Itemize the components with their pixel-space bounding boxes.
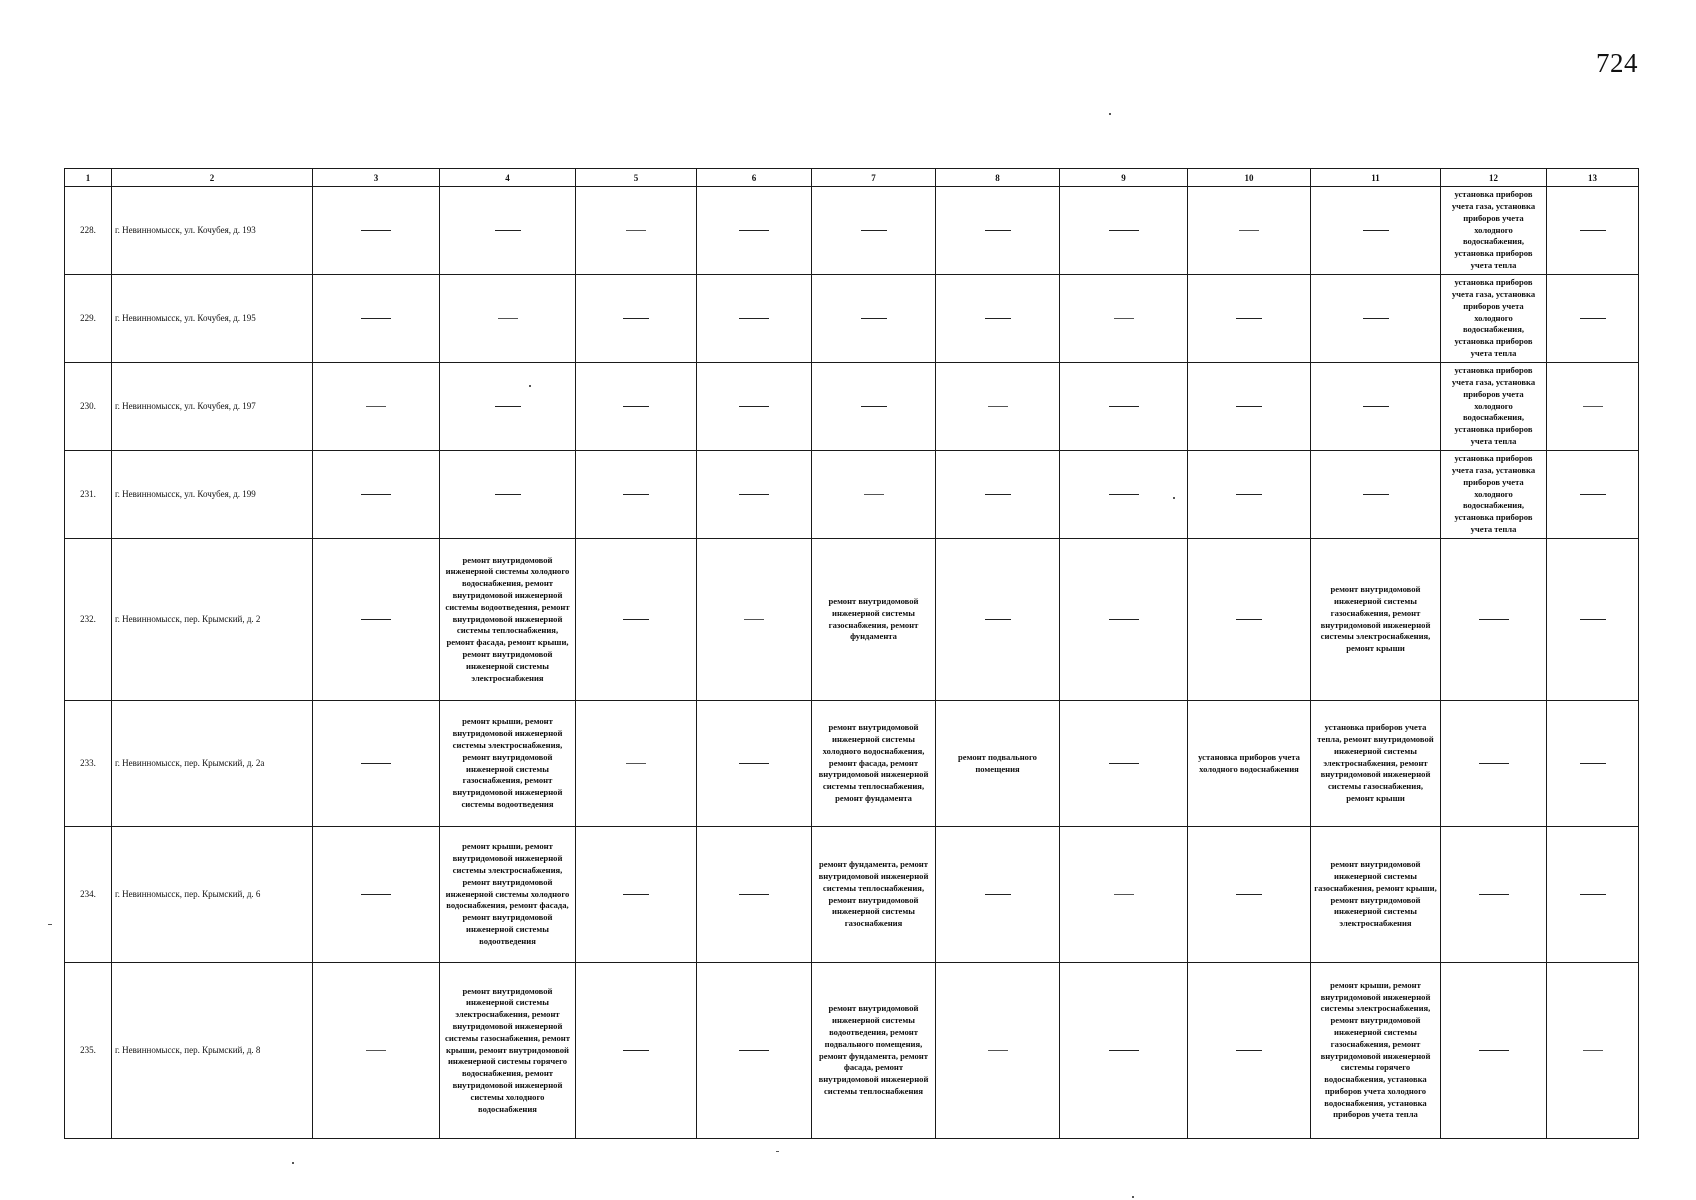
dash-mark xyxy=(1236,318,1262,319)
dash-mark xyxy=(985,494,1011,495)
work-description-cell xyxy=(440,701,576,827)
work-description-cell xyxy=(812,963,936,1139)
row-address: г. Невинномысск, пер. Крымский, д. 8 xyxy=(112,963,313,1139)
empty-cell xyxy=(936,827,1060,963)
empty-cell xyxy=(313,363,440,451)
empty-cell xyxy=(1188,187,1311,275)
dash-mark xyxy=(623,1050,649,1051)
dash-mark xyxy=(985,619,1011,620)
work-description-cell xyxy=(1441,451,1547,539)
empty-cell xyxy=(697,539,812,701)
empty-cell xyxy=(313,701,440,827)
column-header: 12 xyxy=(1441,169,1547,187)
empty-cell xyxy=(812,363,936,451)
dash-mark xyxy=(1479,1050,1509,1051)
dash-mark xyxy=(985,230,1011,231)
row-number: 233. xyxy=(65,701,112,827)
dash-mark xyxy=(623,619,649,620)
empty-cell xyxy=(697,187,812,275)
table-row xyxy=(65,451,1639,539)
dash-mark xyxy=(739,230,769,231)
empty-cell xyxy=(1188,963,1311,1139)
work-description: ремонт внутридомовой инженерной системы холодного водоснабжения, ремонт внутридомовой инженерной системы водоотведения, ремонт внутридомовой инженерной системы теплоснабжения, ремонт фасада, ремонт крыши, ремонт внутридомовой инженерной системы электроснабжения xyxy=(445,554,570,683)
work-description-cell xyxy=(1441,275,1547,363)
dash-mark xyxy=(988,406,1008,407)
dash-mark xyxy=(739,494,769,495)
empty-cell xyxy=(1060,539,1188,701)
empty-cell xyxy=(812,187,936,275)
empty-cell xyxy=(1547,451,1639,539)
row-address: г. Невинномысск, ул. Кочубея, д. 195 xyxy=(112,275,313,363)
dash-mark xyxy=(1580,318,1606,319)
work-description: установка приборов учета газа, установка приборов учета холодного водоснабжения, установка приборов учета тепла xyxy=(1451,453,1536,534)
column-header: 4 xyxy=(440,169,576,187)
column-header: 9 xyxy=(1060,169,1188,187)
column-header: 10 xyxy=(1188,169,1311,187)
row-address: г. Невинномысск, ул. Кочубея, д. 197 xyxy=(112,363,313,451)
empty-cell xyxy=(576,451,697,539)
column-header: 8 xyxy=(936,169,1060,187)
dash-mark xyxy=(1583,1050,1603,1051)
empty-cell xyxy=(936,451,1060,539)
empty-cell xyxy=(440,363,576,451)
dash-mark xyxy=(1479,619,1509,620)
column-header: 13 xyxy=(1547,169,1639,187)
dash-mark xyxy=(1580,494,1606,495)
dash-mark xyxy=(985,318,1011,319)
empty-cell xyxy=(1441,827,1547,963)
scan-speck xyxy=(1132,1196,1134,1198)
dash-mark xyxy=(361,894,391,895)
work-description-cell xyxy=(1441,187,1547,275)
empty-cell xyxy=(1188,275,1311,363)
empty-cell xyxy=(313,451,440,539)
dash-mark xyxy=(739,318,769,319)
empty-cell xyxy=(1311,275,1441,363)
table-row xyxy=(65,187,1639,275)
dash-mark xyxy=(495,230,521,231)
empty-cell xyxy=(1060,275,1188,363)
empty-cell xyxy=(1547,963,1639,1139)
empty-cell xyxy=(1441,701,1547,827)
work-description-cell xyxy=(1311,539,1441,701)
empty-cell xyxy=(1060,827,1188,963)
dash-mark xyxy=(1479,894,1509,895)
empty-cell xyxy=(576,963,697,1139)
dash-mark xyxy=(1583,406,1603,407)
row-address: г. Невинномысск, ул. Кочубея, д. 193 xyxy=(112,187,313,275)
work-description: ремонт крыши, ремонт внутридомовой инженерной системы электроснабжения, ремонт внутридомовой инженерной системы газоснабжения, ремонт внутридомовой инженерной системы водоотведения xyxy=(452,716,563,809)
dash-mark xyxy=(1363,406,1389,407)
dash-mark xyxy=(495,406,521,407)
dash-mark xyxy=(861,318,887,319)
work-description-cell xyxy=(440,539,576,701)
table-row xyxy=(65,963,1639,1139)
empty-cell xyxy=(697,701,812,827)
work-description-cell xyxy=(1311,701,1441,827)
work-description: ремонт крыши, ремонт внутридомовой инженерной системы электроснабжения, ремонт внутридомовой инженерной системы холодного водоснабжения, ремонт фасада, ремонт внутридомовой инженерной системы водоотведения xyxy=(445,841,570,946)
empty-cell xyxy=(576,827,697,963)
empty-cell xyxy=(440,275,576,363)
work-description: ремонт внутридомовой инженерной системы газоснабжения, ремонт крыши, ремонт внутридомовой инженерной системы электроснабжения xyxy=(1314,859,1437,929)
empty-cell xyxy=(313,539,440,701)
work-description: установка приборов учета тепла, ремонт внутридомовой инженерной системы электроснабжения, ремонт внутридомовой инженерной системы газоснабжения, ремонт крыши xyxy=(1317,722,1434,803)
dash-mark xyxy=(864,494,884,495)
dash-mark xyxy=(1580,894,1606,895)
empty-cell xyxy=(440,187,576,275)
dash-mark xyxy=(1239,230,1259,231)
table-row xyxy=(65,539,1639,701)
scan-speck xyxy=(48,924,52,925)
dash-mark xyxy=(1363,494,1389,495)
row-number: 232. xyxy=(65,539,112,701)
empty-cell xyxy=(1547,539,1639,701)
empty-cell xyxy=(1060,963,1188,1139)
empty-cell xyxy=(1060,701,1188,827)
work-description: ремонт внутридомовой инженерной системы газоснабжения, ремонт фундамента xyxy=(828,595,919,642)
work-description: установка приборов учета газа, установка приборов учета холодного водоснабжения, установка приборов учета тепла xyxy=(1451,189,1536,270)
dash-mark xyxy=(1363,230,1389,231)
work-description: установка приборов учета газа, установка приборов учета холодного водоснабжения, установка приборов учета тепла xyxy=(1451,365,1536,446)
empty-cell xyxy=(1311,451,1441,539)
empty-cell xyxy=(1547,275,1639,363)
dash-mark xyxy=(1114,894,1134,895)
empty-cell xyxy=(576,701,697,827)
dash-mark xyxy=(626,763,646,764)
dash-mark xyxy=(861,230,887,231)
row-address: г. Невинномысск, ул. Кочубея, д. 199 xyxy=(112,451,313,539)
empty-cell xyxy=(697,451,812,539)
empty-cell xyxy=(1547,363,1639,451)
empty-cell xyxy=(1188,363,1311,451)
dash-mark xyxy=(1236,619,1262,620)
empty-cell xyxy=(576,187,697,275)
empty-cell xyxy=(313,827,440,963)
dash-mark xyxy=(1109,763,1139,764)
dash-mark xyxy=(623,894,649,895)
empty-cell xyxy=(812,275,936,363)
empty-cell xyxy=(1547,827,1639,963)
empty-cell xyxy=(1188,539,1311,701)
work-description-cell xyxy=(440,963,576,1139)
dash-mark xyxy=(495,494,521,495)
empty-cell xyxy=(1188,827,1311,963)
dash-mark xyxy=(1114,318,1134,319)
work-description: ремонт внутридомовой инженерной системы газоснабжения, ремонт внутридомовой инженерной системы электроснабжения, ремонт крыши xyxy=(1320,584,1431,654)
work-description: установка приборов учета газа, установка приборов учета холодного водоснабжения, установка приборов учета тепла xyxy=(1451,277,1536,358)
dash-mark xyxy=(744,619,764,620)
dash-mark xyxy=(1109,230,1139,231)
empty-cell xyxy=(1547,701,1639,827)
column-header: 1 xyxy=(65,169,112,187)
dash-mark xyxy=(861,406,887,407)
dash-mark xyxy=(626,230,646,231)
work-description-cell xyxy=(1311,963,1441,1139)
column-header: 5 xyxy=(576,169,697,187)
empty-cell xyxy=(812,451,936,539)
dash-mark xyxy=(739,406,769,407)
dash-mark xyxy=(361,763,391,764)
dash-mark xyxy=(1109,1050,1139,1051)
dash-mark xyxy=(1580,763,1606,764)
table-row xyxy=(65,827,1639,963)
empty-cell xyxy=(936,363,1060,451)
dash-mark xyxy=(985,894,1011,895)
work-description-cell xyxy=(812,701,936,827)
empty-cell xyxy=(697,275,812,363)
column-header: 7 xyxy=(812,169,936,187)
dash-mark xyxy=(1236,406,1262,407)
dash-mark xyxy=(1363,318,1389,319)
dash-mark xyxy=(361,494,391,495)
column-header: 6 xyxy=(697,169,812,187)
empty-cell xyxy=(1441,963,1547,1139)
empty-cell xyxy=(1188,451,1311,539)
empty-cell xyxy=(313,187,440,275)
dash-mark xyxy=(1236,894,1262,895)
work-description: ремонт внутридомовой инженерной системы электроснабжения, ремонт внутридомовой инженерной системы газоснабжения, ремонт крыши, ремонт внутридомовой инженерной системы горячего водоснабжения, ремонт внутридомовой инженерной системы холодного водоснабжения xyxy=(445,985,570,1114)
work-description: установка приборов учета холодного водоснабжения xyxy=(1198,751,1300,774)
work-description: ремонт фундамента, ремонт внутридомовой инженерной системы теплоснабжения, ремонт внутридомовой инженерной системы газоснабжения xyxy=(818,859,929,929)
scan-speck xyxy=(292,1162,294,1164)
empty-cell xyxy=(936,275,1060,363)
empty-cell xyxy=(697,827,812,963)
empty-cell xyxy=(1311,363,1441,451)
row-number: 235. xyxy=(65,963,112,1139)
work-description-cell xyxy=(440,827,576,963)
empty-cell xyxy=(576,275,697,363)
table-row xyxy=(65,275,1639,363)
work-description-cell xyxy=(812,827,936,963)
scan-speck xyxy=(776,1151,779,1152)
work-description-cell xyxy=(1311,827,1441,963)
row-number: 230. xyxy=(65,363,112,451)
dash-mark xyxy=(498,318,518,319)
scan-speck xyxy=(1109,113,1111,115)
dash-mark xyxy=(623,406,649,407)
dash-mark xyxy=(1479,763,1509,764)
column-header: 3 xyxy=(313,169,440,187)
repair-plan-table xyxy=(64,168,1639,1139)
dash-mark xyxy=(739,894,769,895)
dash-mark xyxy=(361,230,391,231)
row-number: 228. xyxy=(65,187,112,275)
empty-cell xyxy=(697,363,812,451)
row-number: 234. xyxy=(65,827,112,963)
empty-cell xyxy=(1060,451,1188,539)
dash-mark xyxy=(366,1050,386,1051)
dash-mark xyxy=(1580,230,1606,231)
empty-cell xyxy=(576,363,697,451)
empty-cell xyxy=(936,963,1060,1139)
empty-cell xyxy=(936,539,1060,701)
empty-cell xyxy=(313,963,440,1139)
work-description-cell xyxy=(812,539,936,701)
work-description: ремонт подвального помещения xyxy=(958,751,1037,774)
empty-cell xyxy=(1060,363,1188,451)
work-description: ремонт внутридомовой инженерной системы водоотведения, ремонт подвального помещения, ремонт фундамента, ремонт фасада, ремонт внутридомовой инженерной системы теплоснабжения xyxy=(818,1003,929,1096)
table-row xyxy=(65,701,1639,827)
empty-cell xyxy=(936,187,1060,275)
empty-cell xyxy=(1441,539,1547,701)
empty-cell xyxy=(1547,187,1639,275)
dash-mark xyxy=(1109,494,1139,495)
dash-mark xyxy=(1109,619,1139,620)
dash-mark xyxy=(366,406,386,407)
work-description-cell xyxy=(936,701,1060,827)
row-address: г. Невинномысск, пер. Крымский, д. 6 xyxy=(112,827,313,963)
dash-mark xyxy=(739,763,769,764)
work-description-cell xyxy=(1441,363,1547,451)
dash-mark xyxy=(361,318,391,319)
empty-cell xyxy=(440,451,576,539)
work-description: ремонт внутридомовой инженерной системы холодного водоснабжения, ремонт фасада, ремонт внутридомовой инженерной системы теплоснабжения, ремонт фундамента xyxy=(818,722,929,803)
dash-mark xyxy=(623,494,649,495)
dash-mark xyxy=(1580,619,1606,620)
page-number: 724 xyxy=(1596,48,1638,78)
row-address: г. Невинномысск, пер. Крымский, д. 2 xyxy=(112,539,313,701)
table-row xyxy=(65,363,1639,451)
work-description: ремонт крыши, ремонт внутридомовой инженерной системы электроснабжения, ремонт внутридомовой инженерной системы газоснабжения, ремонт внутридомовой инженерной системы горячего водоснабжения, установка приборов учета холодного водоснабжения, установка приборов учета тепла xyxy=(1320,979,1431,1120)
column-header: 11 xyxy=(1311,169,1441,187)
empty-cell xyxy=(313,275,440,363)
header-row xyxy=(65,169,1639,187)
work-description-cell xyxy=(1188,701,1311,827)
dash-mark xyxy=(988,1050,1008,1051)
empty-cell xyxy=(1311,187,1441,275)
dash-mark xyxy=(1236,1050,1262,1051)
dash-mark xyxy=(1109,406,1139,407)
dash-mark xyxy=(361,619,391,620)
dash-mark xyxy=(623,318,649,319)
dash-mark xyxy=(1236,494,1262,495)
empty-cell xyxy=(1060,187,1188,275)
dash-mark xyxy=(739,1050,769,1051)
empty-cell xyxy=(576,539,697,701)
row-number: 231. xyxy=(65,451,112,539)
empty-cell xyxy=(697,963,812,1139)
row-address: г. Невинномысск, пер. Крымский, д. 2а xyxy=(112,701,313,827)
column-header: 2 xyxy=(112,169,313,187)
row-number: 229. xyxy=(65,275,112,363)
